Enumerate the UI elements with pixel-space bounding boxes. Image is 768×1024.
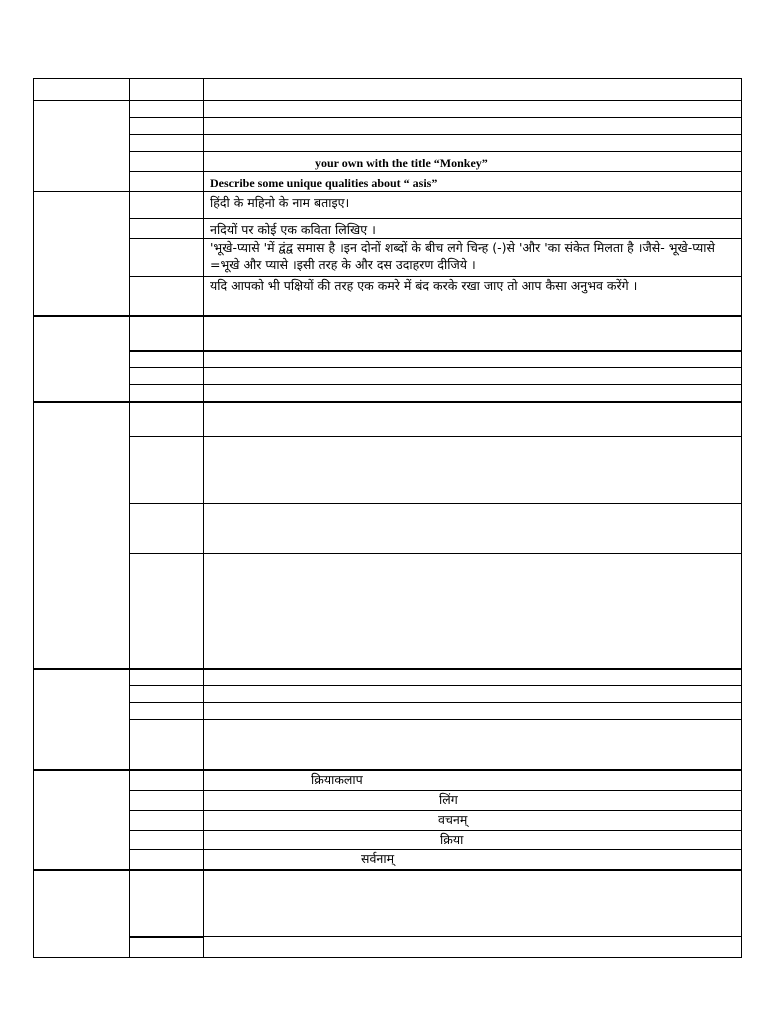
cell <box>204 368 742 385</box>
cell <box>130 437 204 504</box>
cell <box>130 351 204 368</box>
cell <box>130 791 204 811</box>
cell <box>130 703 204 720</box>
activity-cell <box>204 770 742 791</box>
dvandva-prompt: 'भूखे-प्यासे 'में द्वंद्व समास है ।इन दोनों शब्दों के बीच लगे चिन्ह (-)से 'और 'का संकेत मिलता है ।जैसे- भूखे-प्यासे =भूखे और प्यासे ।इसी तरह के और दस उदाहरण दीजिये । <box>210 240 715 272</box>
cell <box>204 135 742 152</box>
river-cell <box>204 219 742 239</box>
pronoun-cell <box>204 850 742 870</box>
section-3-cell <box>34 316 130 402</box>
river-poem-prompt: नदियों पर कोई एक कविता लिखिए । <box>210 222 376 237</box>
cell <box>130 219 204 239</box>
number-label: वचनम् <box>438 812 468 827</box>
number-cell <box>204 811 742 831</box>
cell <box>130 316 204 351</box>
cell <box>130 870 204 937</box>
cell <box>130 850 204 870</box>
gender-label: लिंग <box>439 792 458 807</box>
cell <box>204 118 742 135</box>
cell <box>204 937 742 958</box>
cell <box>130 811 204 831</box>
cell <box>130 368 204 385</box>
qualities-cell <box>204 172 742 192</box>
grammar-section-cell <box>34 770 130 870</box>
verb-cell <box>204 831 742 850</box>
cell <box>204 316 742 351</box>
last-section-cell <box>34 870 130 958</box>
cell <box>204 437 742 504</box>
dvandva-cell <box>204 239 742 277</box>
cell <box>204 720 742 770</box>
cell <box>130 504 204 554</box>
qualities-prompt: Describe some unique qualities about “ asis” <box>210 176 438 190</box>
cell <box>204 686 742 703</box>
cell <box>130 152 204 172</box>
cell <box>130 402 204 437</box>
section-4-cell <box>34 402 130 669</box>
cell <box>204 385 742 402</box>
cell <box>130 135 204 152</box>
cell <box>130 118 204 135</box>
header-cell-2 <box>130 79 204 101</box>
activity-label: क्रियाकलाप <box>311 771 363 787</box>
cell <box>204 504 742 554</box>
cell <box>130 192 204 219</box>
cell <box>204 351 742 368</box>
cell <box>130 385 204 402</box>
monkey-cell <box>204 152 742 172</box>
hindi-section-cell <box>34 192 130 316</box>
bird-cell <box>204 277 742 316</box>
months-cell <box>204 192 742 219</box>
cell <box>130 770 204 791</box>
cell <box>130 937 204 958</box>
cell <box>130 101 204 118</box>
cell <box>130 669 204 686</box>
worksheet-table <box>33 78 742 958</box>
cell <box>204 101 742 118</box>
cell <box>204 402 742 437</box>
english-section-cell <box>34 101 130 192</box>
cell <box>130 554 204 669</box>
header-row <box>34 79 742 101</box>
bird-prompt: यदि आपको भी पक्षियों की तरह एक कमरे में बंद करके रखा जाए तो आप कैसा अनुभव करेंगे । <box>210 278 638 293</box>
monkey-prompt: your own with the title “Monkey” <box>315 156 488 170</box>
cell <box>130 172 204 192</box>
header-cell-1 <box>34 79 130 101</box>
cell <box>130 277 204 316</box>
cell <box>204 703 742 720</box>
cell <box>204 669 742 686</box>
months-prompt: हिंदी के महिनो के नाम बताइए। <box>210 195 350 210</box>
header-cell-3 <box>204 79 742 101</box>
gender-cell <box>204 791 742 811</box>
cell <box>204 870 742 937</box>
section-5-cell <box>34 669 130 770</box>
cell <box>204 554 742 669</box>
cell <box>130 686 204 703</box>
cell <box>130 239 204 277</box>
cell <box>130 831 204 850</box>
cell <box>130 720 204 770</box>
verb-label: क्रिया <box>440 832 464 847</box>
pronoun-label: सर्वनाम् <box>361 851 395 866</box>
